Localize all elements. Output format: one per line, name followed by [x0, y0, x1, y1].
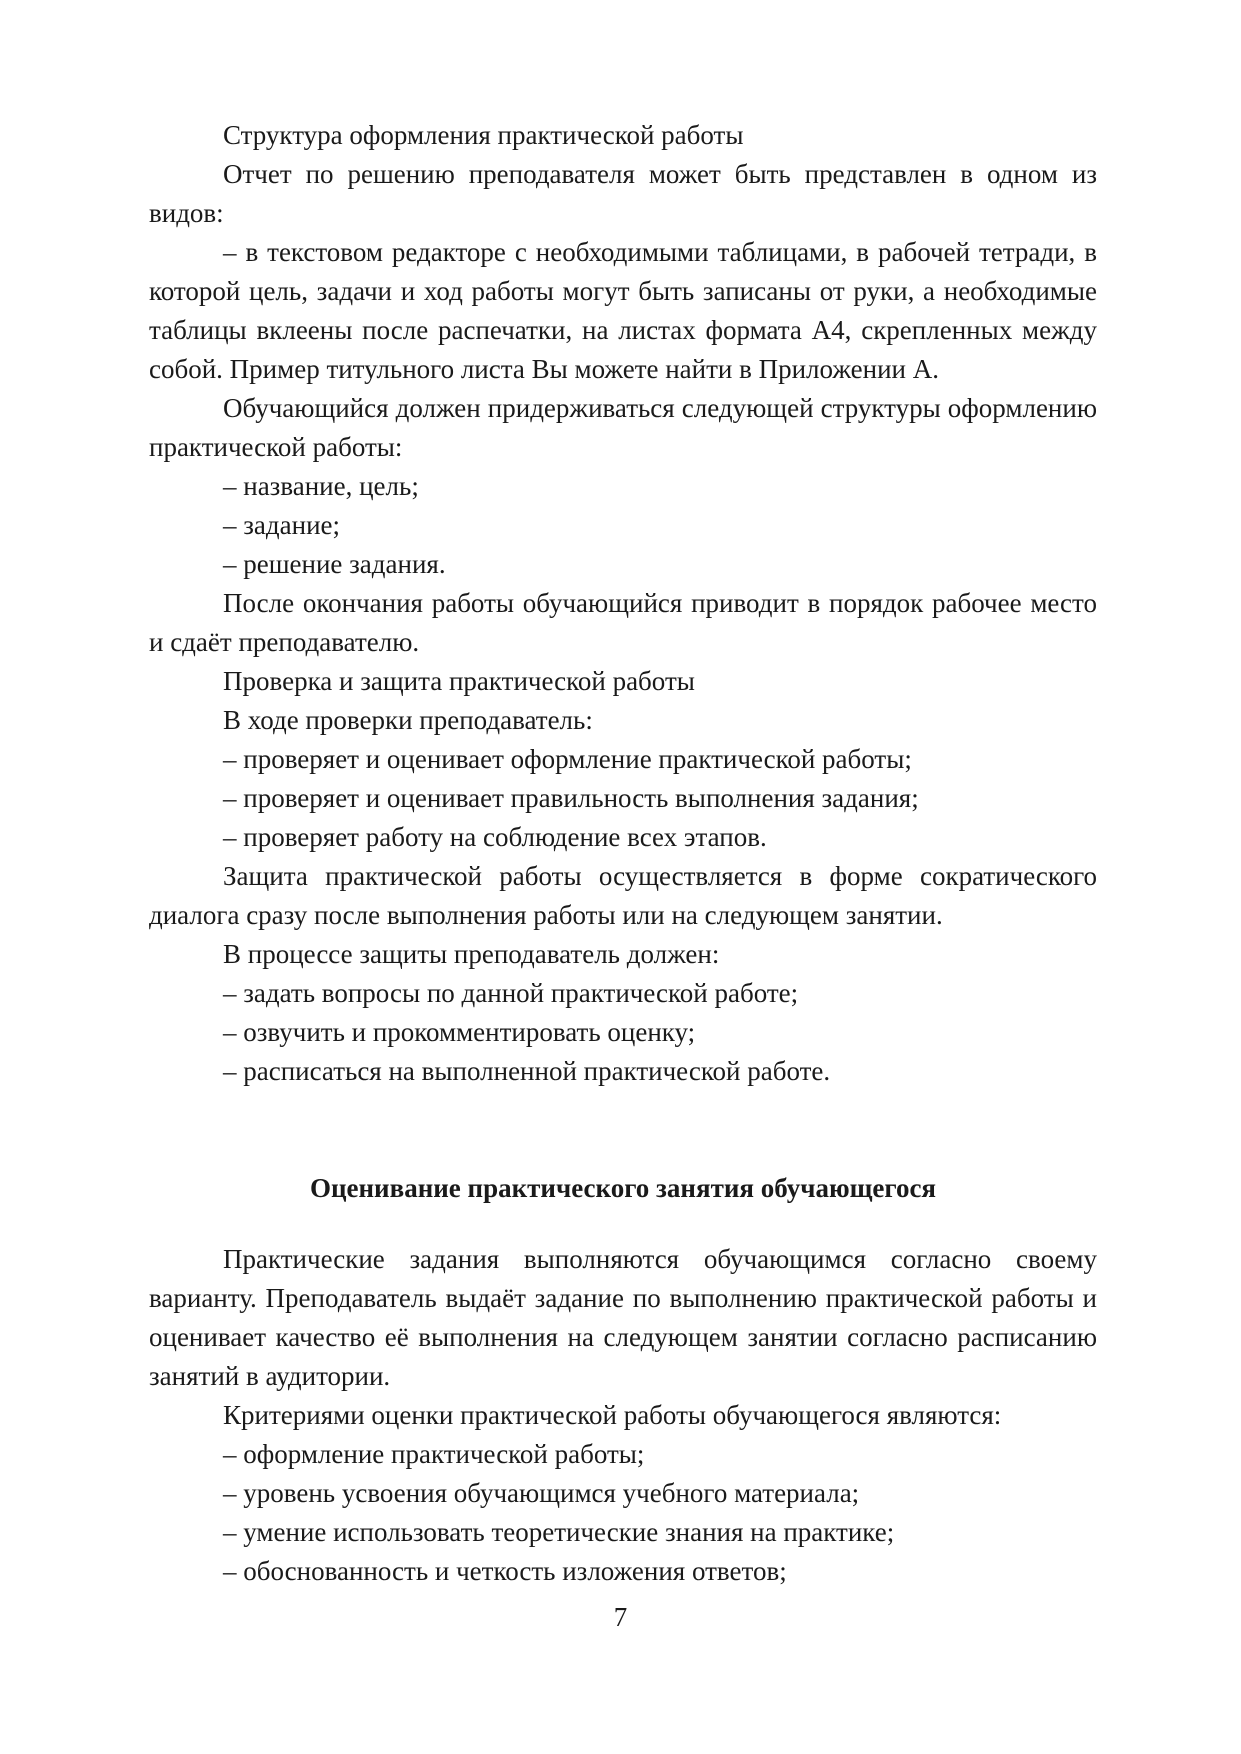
list-item: – проверяет и оценивает правильность выполнения задания;: [223, 783, 919, 813]
section-heading-evaluation: Оценивание практического занятия обучающегося: [309, 1173, 937, 1203]
section-title-check: Проверка и защита практической работы: [223, 666, 695, 696]
list-item: – умение использовать теоретические знания на практике;: [223, 1517, 895, 1547]
list-item: – задать вопросы по данной практической работе;: [223, 978, 799, 1008]
list-item: – проверяет работу на соблюдение всех этапов.: [223, 822, 767, 852]
list-item: – проверяет и оценивает оформление практической работы;: [223, 744, 912, 774]
paragraph-criteria: Критериями оценки практической работы обучающегося являются:: [223, 1400, 1002, 1430]
paragraph-report-forms: Отчет по решению преподавателя может быть представлен в одном из видов:: [149, 159, 1097, 228]
section-title-structure: Структура оформления практической работы: [223, 120, 744, 150]
spacer: [149, 1091, 1097, 1169]
paragraph-defense-process: В процессе защиты преподаватель должен:: [223, 939, 720, 969]
paragraph-structure-rule: Обучающийся должен придерживаться следующей структуры оформлению практической работы:: [149, 393, 1097, 462]
paragraph-tasks: Практические задания выполняются обучающимся согласно своему варианту. Преподаватель выдаёт задание по выполнению практической работы и оценивает качество её выполнения на следующем занятии согласно расписанию занятий в аудитории.: [149, 1244, 1097, 1391]
list-item: – озвучить и прокомментировать оценку;: [223, 1017, 696, 1047]
paragraph-check-intro: В ходе проверки преподаватель:: [223, 705, 593, 735]
paragraph-after-work: После окончания работы обучающийся приводит в порядок рабочее место и сдаёт преподавателю.: [149, 588, 1097, 657]
list-item: – расписаться на выполненной практической работе.: [223, 1056, 831, 1086]
list-item: – задание;: [223, 510, 341, 540]
list-item: – обоснованность и четкость изложения ответов;: [223, 1556, 787, 1586]
list-item: – оформление практической работы;: [223, 1439, 645, 1469]
spacer: [149, 1208, 1097, 1240]
page-number: 7: [613, 1602, 628, 1632]
page-content: [149, 116, 1097, 1591]
list-item: – уровень усвоения обучающимся учебного материала;: [223, 1478, 860, 1508]
paragraph-text-editor: – в текстовом редакторе с необходимыми таблицами, в рабочей тетради, в которой цель, задачи и ход работы могут быть записаны от руки, а необходимые таблицы вклеены после распечатки, на листах формата А4, скрепленных между собой. Пример титульного листа Вы можете найти в Приложении А.: [149, 237, 1097, 384]
paragraph-defense: Защита практической работы осуществляется в форме сократического диалога сразу после выполнения работы или на следующем занятии.: [149, 861, 1097, 930]
list-item: – решение задания.: [223, 549, 446, 579]
list-item: – название, цель;: [223, 471, 419, 501]
